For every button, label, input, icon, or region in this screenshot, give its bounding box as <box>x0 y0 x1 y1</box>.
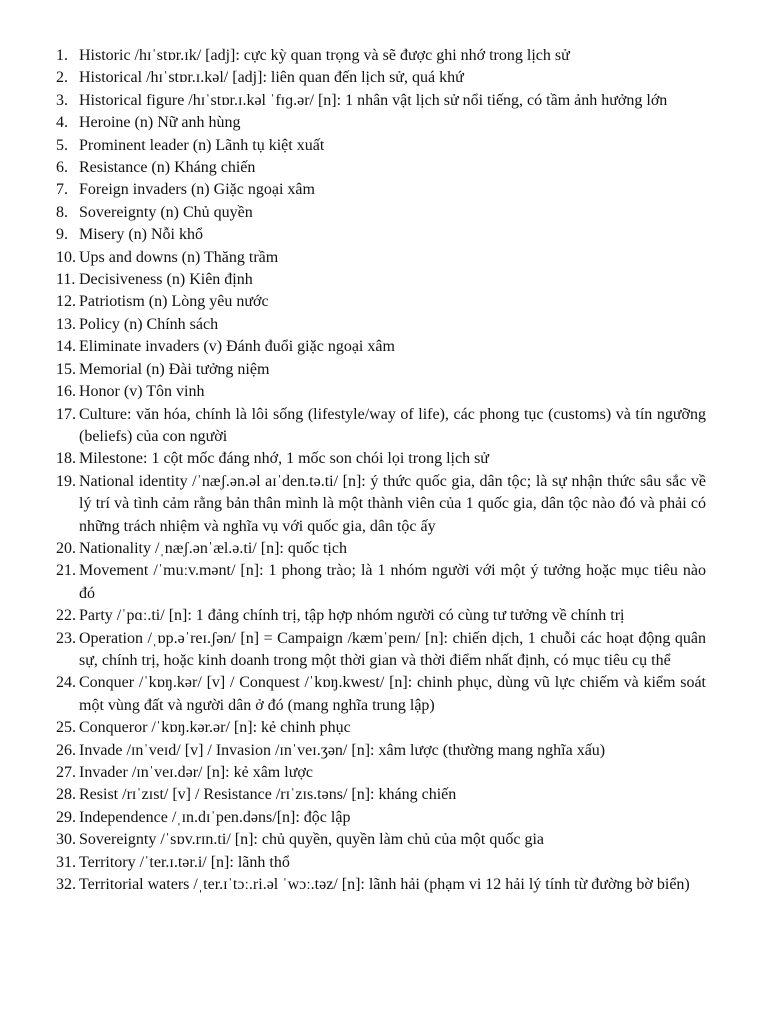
list-item <box>56 717 706 739</box>
item-number: 18. <box>56 450 76 468</box>
list-item <box>56 471 706 538</box>
list-item <box>56 538 706 560</box>
item-text: Historic /hɪˈstɒr.ɪk/ [adj]: cực kỳ quan trọng và sẽ được ghi nhớ trong lịch sử <box>79 47 570 64</box>
list-item <box>56 605 706 627</box>
item-text: Historical figure /hɪˈstɒr.ɪ.kəl ˈfɪɡ.ər/ [n]: 1 nhân vật lịch sử nổi tiếng, có tầm ảnh hưởng lớn <box>79 91 668 109</box>
item-text: Decisiveness (n) Kiên định <box>79 271 253 289</box>
item-number: 30. <box>56 831 76 849</box>
item-text: Resistance (n) Kháng chiến <box>79 159 256 177</box>
item-text: Historical /hɪˈstɒr.ɪ.kəl/ [adj]: liên quan đến lịch sử, quá khứ <box>79 69 464 87</box>
list-item <box>56 247 706 269</box>
item-text: Sovereignty /ˈsɒv.rɪn.ti/ [n]: chủ quyền, quyền làm chủ của một quốc gia <box>79 831 544 849</box>
item-number: 25. <box>56 719 76 737</box>
item-number: 24. <box>56 674 76 692</box>
item-text: Eliminate invaders (v) Đánh đuổi giặc ngoại xâm <box>79 338 395 356</box>
list-item <box>56 45 706 67</box>
item-number: 27. <box>56 764 76 781</box>
item-number: 15. <box>56 360 76 378</box>
item-text: Movement /ˈmuːv.mənt/ [n]: 1 phong trào; là 1 nhóm người với một ý tưởng hoặc mục tiêu nào đó <box>79 562 706 602</box>
item-text: Policy (n) Chính sách <box>79 315 219 333</box>
item-text: Prominent leader (n) Lãnh tụ kiệt xuất <box>79 136 325 154</box>
list-item <box>56 314 706 336</box>
item-number: 28. <box>56 786 76 804</box>
item-number: 14. <box>56 338 76 356</box>
list-item <box>56 560 706 605</box>
list-item <box>56 135 706 157</box>
item-number: 19. <box>56 472 76 490</box>
list-item <box>56 874 706 896</box>
item-text: Honor (v) Tôn vinh <box>79 383 205 401</box>
item-number: 22. <box>56 607 76 625</box>
item-text: Culture: văn hóa, chính là lôi sống (lifestyle/way of life), các phong tục (customs) và tín ngưỡng (beliefs) của con người <box>79 405 706 445</box>
list-item <box>56 179 706 201</box>
item-number: 23. <box>56 629 76 647</box>
item-text: Territory /ˈter.ɪ.tər.i/ [n]: lãnh thổ <box>79 853 290 871</box>
item-number: 12. <box>56 293 76 311</box>
list-item <box>56 67 706 89</box>
item-text: Conquer /ˈkɒŋ.kər/ [v] / Conquest /ˈkɒŋ.kwest/ [n]: chinh phục, dùng vũ lực chiếm và kiểm soát một vùng đất và người dân ở đó (mang nghĩa trung lập) <box>79 674 706 714</box>
list-item <box>56 202 706 224</box>
list-item <box>56 672 706 717</box>
item-number: 31. <box>56 853 76 871</box>
item-text: Sovereignty (n) Chủ quyền <box>79 203 253 221</box>
list-item <box>56 90 706 112</box>
item-text: Party /ˈpɑː.ti/ [n]: 1 đảng chính trị, tập hợp nhóm người có cùng tư tưởng về chính trị <box>79 607 625 625</box>
item-text: Nationality /ˌnæʃ.ənˈæl.ə.ti/ [n]: quốc tịch <box>79 539 347 557</box>
list-item <box>56 628 706 673</box>
item-text: Ups and downs (n) Thăng trầm <box>79 248 279 266</box>
item-text: Foreign invaders (n) Giặc ngoại xâm <box>79 181 315 199</box>
list-item <box>56 852 706 874</box>
list-item <box>56 112 706 134</box>
list-item <box>56 269 706 291</box>
item-text: Patriotism (n) Lòng yêu nước <box>79 293 269 311</box>
list-item <box>56 157 706 179</box>
item-number: 8. <box>56 203 68 221</box>
item-number: 32. <box>56 876 76 894</box>
list-item <box>56 829 706 851</box>
item-number: 17. <box>56 405 76 423</box>
list-item <box>56 807 706 829</box>
item-number: 26. <box>56 741 76 759</box>
item-text: Operation /ˌɒp.əˈreɪ.ʃən/ [n] = Campaign /kæmˈpeɪn/ [n]: chiến dịch, 1 chuỗi các hoạt động quân sự, chính trị, hoặc kinh doanh trong một thời gian và thời điểm nhất định, có mục tiêu cụ thể <box>79 629 706 669</box>
item-text: Independence /ˌɪn.dɪˈpen.dəns/[n]: độc lập <box>79 808 351 826</box>
list-item <box>56 359 706 381</box>
item-number: 6. <box>56 159 68 177</box>
item-text: Heroine (n) Nữ anh hùng <box>79 114 241 132</box>
item-number: 3. <box>56 91 68 109</box>
list-item <box>56 740 706 762</box>
list-item <box>56 224 706 246</box>
list-item <box>56 404 706 449</box>
item-number: 7. <box>56 181 68 199</box>
item-number: 10. <box>56 248 76 266</box>
item-number: 16. <box>56 383 76 401</box>
item-text: Invader /ɪnˈveɪ.dər/ [n]: kẻ xâm lược <box>79 764 313 781</box>
item-text: Memorial (n) Đài tưởng niệm <box>79 360 270 378</box>
item-text: Misery (n) Nỗi khổ <box>79 226 203 244</box>
item-number: 29. <box>56 808 76 826</box>
item-text: Invade /ɪnˈveɪd/ [v] / Invasion /ɪnˈveɪ.ʒən/ [n]: xâm lược (thường mang nghĩa xấu) <box>79 741 606 759</box>
item-number: 4. <box>56 114 68 132</box>
item-number: 2. <box>56 69 68 87</box>
list-item <box>56 762 706 784</box>
item-number: 5. <box>56 136 68 154</box>
item-number: 11. <box>56 271 76 289</box>
item-number: 9. <box>56 226 68 244</box>
item-number: 21. <box>56 562 76 580</box>
item-text: Milestone: 1 cột mốc đáng nhớ, 1 mốc son chói lọi trong lịch sử <box>79 450 489 468</box>
item-text: Resist /rɪˈzɪst/ [v] / Resistance /rɪˈzɪs.təns/ [n]: kháng chiến <box>79 786 457 804</box>
item-text: Territorial waters /ˌter.ɪˈtɔː.ri.əl ˈwɔː.təz/ [n]: lãnh hải (phạm vi 12 hải lý tính từ đường bờ biển) <box>79 876 690 894</box>
list-item <box>56 784 706 806</box>
list-item <box>56 336 706 358</box>
item-number: 1. <box>56 47 68 64</box>
item-text: Conqueror /ˈkɒŋ.kər.ər/ [n]: kẻ chinh phục <box>79 719 351 737</box>
list-item <box>56 291 706 313</box>
list-item <box>56 381 706 403</box>
item-number: 20. <box>56 539 76 557</box>
vocabulary-list <box>56 45 706 896</box>
item-text: National identity /ˈnæʃ.ən.əl aɪˈden.tə.ti/ [n]: ý thức quốc gia, dân tộc; là sự nhận thức sâu sắc về lý trí và tình cảm rằng bản thân mình là một thành viên của 1 quốc gia, dân tộc nào đó và phải có những trách nhiệm và nghĩa vụ với quốc gia, dân tộc ấy <box>79 472 706 535</box>
item-number: 13. <box>56 315 76 333</box>
list-item <box>56 448 706 470</box>
